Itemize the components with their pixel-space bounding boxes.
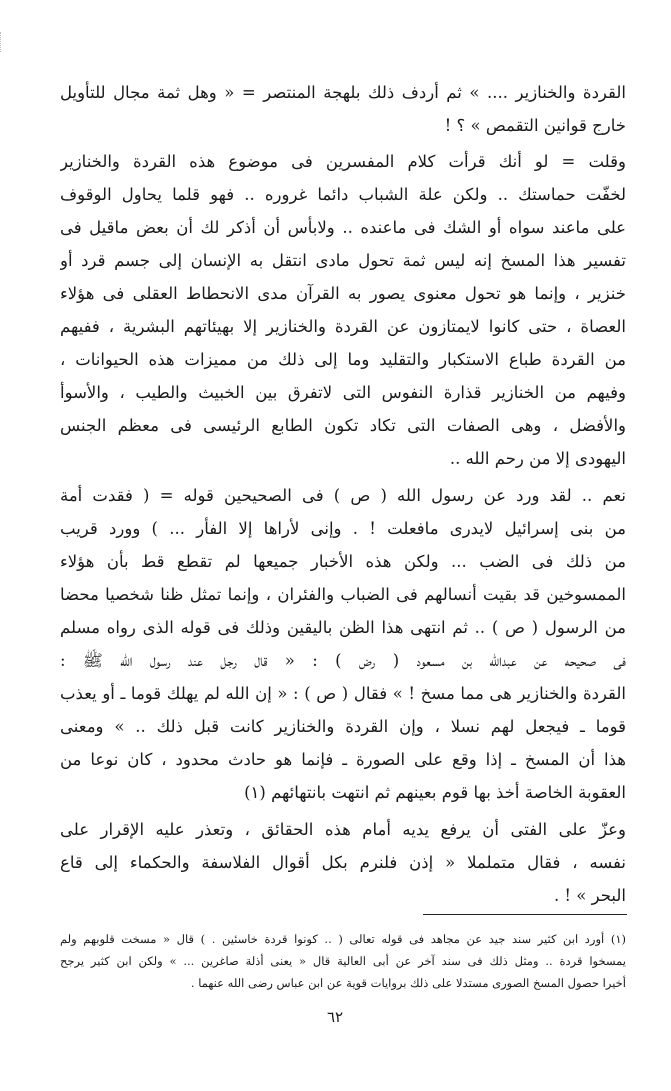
text-line: من بنى إسرائيل لايدرى مافعلت ! . وإنى لأراها إلا الفأر ... ) وورد قريب (60, 519, 626, 538)
text-line: العقوبة الخاصة أخذ بها قوم بعينهم ثم انتهت بانتهائهم (١) (244, 783, 626, 802)
footnote-line: أخيرا حصول المسخ الصورى مستدلا على ذلك بروايات قوية عن ابن عباس رضى الله عنهما . (190, 976, 626, 990)
text-line: على ماعند سواه أو الشك فى ماعنده .. ولابأس أن أذكر لك أن بعض ماقيل فى (60, 218, 626, 237)
scan-margin-mark (0, 32, 9, 52)
footnote-divider (423, 914, 627, 915)
text-line: وعزّ على الفتى أن يرفع يديه أمام هذه الحقائق ، وتعذر عليه الإقرار على (60, 820, 626, 839)
text-line: العصاة ، حتى كانوا لايمتازون عن القردة والخنازير إلا بهيئاتهم البشرية ، ففيهم (60, 317, 626, 336)
text-line: هذا أن المسخ ـ إذا وقع على الصورة ـ فإنما هو حادث محدود ، كان نوعا من (60, 750, 626, 769)
paragraph-2 (60, 145, 626, 475)
text-line: الممسوخين قد بقيت أنسالهم فى الضباب والفئران ، وإنما تمثل ظنا شخصيا محضا (60, 585, 626, 604)
text-line: والأفضل ، وهى الصفات التى تكاد تكون الطابع الرئيسى فى معظم الجنس (60, 416, 626, 435)
text-line: خارج قوانين التقمص » ؟ ! (444, 116, 626, 135)
text-line: نعم .. لقد ورد عن رسول الله ( ص ) فى الصحيحين قوله = ( فقدت أمة (60, 486, 626, 505)
text-line: من ذلك فى الضب ... ولكن هذه الأخبار جميعها لم تقطع قط بأن هؤلاء (60, 552, 626, 571)
text-line: البحر » ! . (553, 886, 626, 905)
text-line: فى صحيحه عن عبدالله بن مسعود ( رض ) : « قال رجل عند رسول الله ﷺ : (60, 651, 626, 670)
paragraph-1 (60, 76, 626, 142)
text-line: خنزير ، وإنما هو تحول معنوى يصور به القرآن مدى الانحطاط العقلى فى هؤلاء (60, 284, 626, 303)
text-line: من القردة طباع الاستكبار والتقليد وما إلى ذلك من مميزات هذه الحيوانات ، (60, 350, 626, 369)
page-number: ٦٢ (326, 1008, 344, 1026)
text-line: من الرسول ( ص ) .. ثم انتهى هذا الظن باليقين وذلك فى قوله الذى رواه مسلم (60, 618, 626, 637)
paragraph-3 (60, 479, 626, 809)
text-line: القردة والخنازير .... » ثم أردف ذلك بلهجة المنتصر = « وهل ثمة مجال للتأويل (60, 83, 626, 102)
text-line: تفسير هذا المسخ إنه ليس ثمة تحول مادى انتقل به الإنسان إلى جسم قرد أو (60, 251, 626, 270)
footnote-line: (١) أورد ابن كثير سند جيد عن مجاهد فى قوله تعالى ( .. كونوا قردة خاسئين . ) قال « مسخت قلوبهم ولم (60, 932, 626, 946)
text-line: وقلت = لو أنك قرأت كلام المفسرين فى موضوع هذه القردة والخنازير (60, 152, 626, 171)
text-line: وفيهم من الخنازير قذارة النفوس التى لاتفرق بين الخبيث والطيب ، والأسوأ (60, 383, 626, 402)
text-line: نفسه ، فقال متململا « إذن فلنرم بكل أقوال الفلاسفة والحكماء إلى قاع (60, 853, 626, 872)
text-line: اليهودى إلا من رحم الله .. (449, 449, 626, 468)
footnote-line: يمسخوا قردة .. ومثل ذلك فى سند آخر عن أبى العالية قال « يعنى أذلة صاغرين ... » ولكن ابن كثير يرجح (60, 954, 626, 968)
text-line: لخفّت حماستك .. ولكن علة الشباب دائما غروره .. فهو قلما يحاول الوقوف (60, 185, 626, 204)
footnote (60, 928, 626, 994)
text-line: القردة والخنازير هى مما مسخ ! » فقال ( ص ) : « إن الله لم يهلك قوما ـ أو يعذب (60, 684, 626, 703)
paragraph-4 (60, 813, 626, 912)
text-line: قوما ـ فيجعل لهم نسلا ، وإن القردة والخنازير كانت قبل ذلك .. » ومعنى (60, 717, 626, 736)
